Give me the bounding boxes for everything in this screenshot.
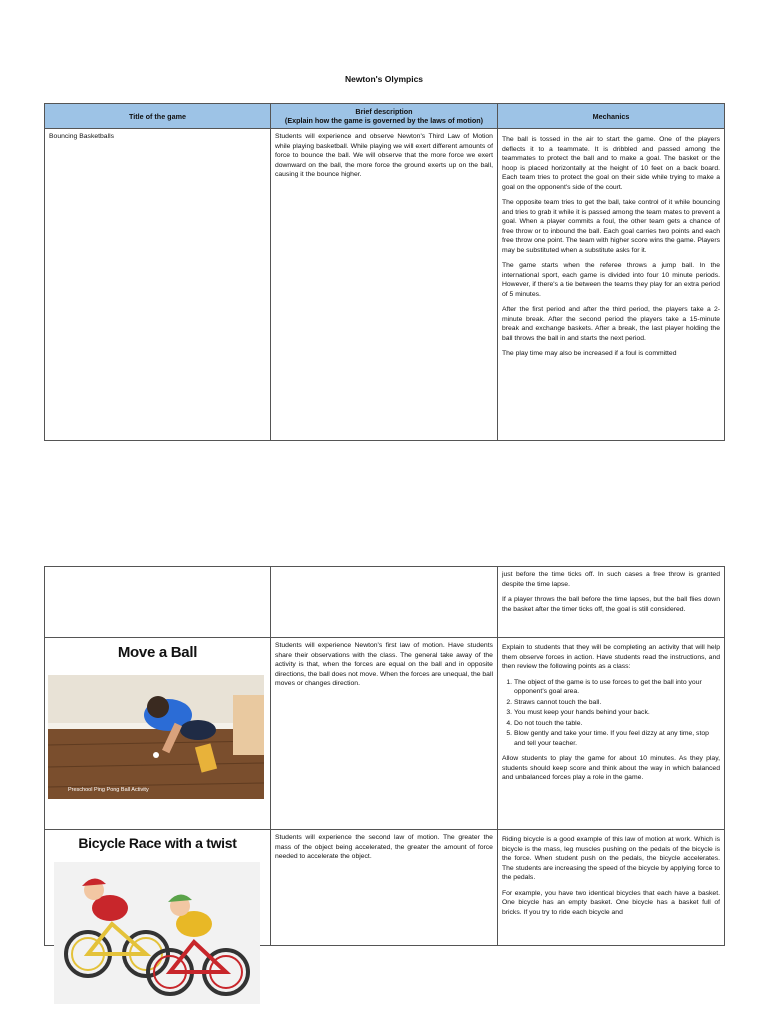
table-row — [45, 638, 725, 830]
description-cell — [270, 129, 497, 441]
header-mechanics: Mechanics — [497, 104, 724, 129]
game-title-cell — [45, 129, 271, 441]
game-description: Students will experience and observe Newton's Third Law of Motion while playing basketball. While playing we will exert different amounts of force to bounce the ball. We will observe that the more force we exert downward on the ball, the more force the ground exerts up on the ball, causing it the bounce higher. — [274, 133, 493, 179]
list-item: 3. You must keep your hands behind your back. — [514, 708, 720, 718]
list-item: 5. Blow gently and take your time. If you feel dizzy at any time, stop and tell your teacher. — [514, 729, 720, 748]
mechanics-paragraph: Riding bicycle is a good example of this law of motion at work. Which is bicycle is the mass, leg muscles pushing on the pedals of the bicycle is the force. When student push on the pedals, the bicycle accelerates. The students are increasing the speed of the bicycle by applying force to the pedals. — [501, 836, 720, 882]
game-title-move-a-ball: Move a Ball — [117, 644, 198, 661]
rules-list — [502, 678, 720, 749]
mechanics-paragraph: After the first period and after the third period, the players take a 2-minute break. After the second period the players take a 15-minute break and exchange baskets. After a break, the last player holding the ball throws the ball in and starts the next period. — [501, 306, 720, 342]
table-row — [45, 129, 725, 441]
cyclists-illustration — [54, 862, 260, 1004]
description-cell — [270, 638, 497, 830]
game-title-cell — [45, 638, 271, 830]
mechanics-intro: Explain to students that they will be completing an activity that will help them observe forces in action. Have students read the instructions, and then review the following points as a class: — [501, 644, 720, 671]
game-description: Students will experience Newton's first law of motion. Have students share their observations with the class. The general take away of the activity is that, when the forces are equal on the ball and in opposite directions, the ball does not move. When the forces are unequal, the ball moves or changes direction. — [274, 642, 493, 688]
mechanics-cell — [497, 129, 724, 441]
header-brief-description-line2: (Explain how the game is governed by the laws of motion) — [284, 116, 484, 125]
game-title-bouncing-basketballs: Bouncing Basketballs — [49, 133, 114, 140]
game-description: Students will experience the second law of motion. The greater the mass of the object being accelerated, the greater the amount of force needed to accelerate the object. — [274, 834, 493, 861]
mechanics-paragraph: If a player throws the ball before the time lapses, but the ball flies down the basket after the timer ticks off, the goal is still considered. — [501, 596, 720, 613]
description-cell — [270, 830, 497, 946]
game-title-cell — [45, 567, 271, 638]
mechanics-paragraph: For example, you have two identical bicycles that each have a basket. One bicycle has an empty basket. One bicycle has a basket full of bricks. If you try to ride each bicycle and — [501, 889, 720, 916]
header-brief-description — [270, 104, 497, 129]
move-a-ball-photo — [48, 675, 264, 799]
mechanics-cell — [497, 638, 724, 830]
mechanics-paragraph: just before the time ticks off. In such cases a free throw is granted despite the time lapse. — [501, 571, 720, 588]
mechanics-outro: Allow students to play the game for about 10 minutes. As they play, students should keep score and think about the way in which balanced and unbalanced forces play a role in the game. — [501, 755, 720, 782]
table-row — [45, 567, 725, 638]
child-blowing-ball-illustration — [48, 675, 264, 799]
list-item: 2. Straws cannot touch the ball. — [514, 698, 720, 708]
mechanics-paragraph: The game starts when the referee throws a jump ball. In the international sport, each game is divided into four 10 minute periods. However, if there's a tie between the teams they play for an extra period of 5 minutes. — [501, 262, 720, 298]
mechanics-cell — [497, 830, 724, 946]
mechanics-paragraph: The ball is tossed in the air to start the game. One of the players deflects it to a teammate. It is dribbled and passed among the teammates to protect the ball and to make a goal. The basket or the hoop is placed horizontally at the height of 10 feet on a back board. Each team tries to protect the goal on their side while trying to make a goal on the opponent's side of the court. — [501, 136, 720, 191]
document-title: Newton's Olympics — [344, 74, 424, 84]
list-item: 1. The object of the game is to use forces to get the ball into your opponent's goal area. — [514, 678, 720, 697]
game-title-bicycle-race: Bicycle Race with a twist — [78, 835, 237, 851]
table-header-row — [45, 104, 725, 129]
mechanics-paragraph: The opposite team tries to get the ball, take control of it while bouncing and tries to grab it while it is passed among the team mates to prevent a goal. When a player commits a foul, the other team gets a chance of free throw or to inbound the ball. Each goal carries two points and each free throw one point. The team with higher score wins the game. Players may be substituted when a substitute asks for it. — [501, 199, 720, 254]
mechanics-cell — [497, 567, 724, 638]
photo-caption: Preschool Ping Pong Ball Activity — [68, 787, 149, 794]
games-table-page-1 — [44, 103, 725, 441]
mechanics-paragraph: The play time may also be increased if a foul is committed — [501, 350, 677, 358]
header-brief-description-line1: Brief description — [355, 107, 413, 116]
list-item: 4. Do not touch the table. — [514, 719, 720, 729]
description-cell — [270, 567, 497, 638]
header-title-of-game: Title of the game — [45, 104, 271, 129]
